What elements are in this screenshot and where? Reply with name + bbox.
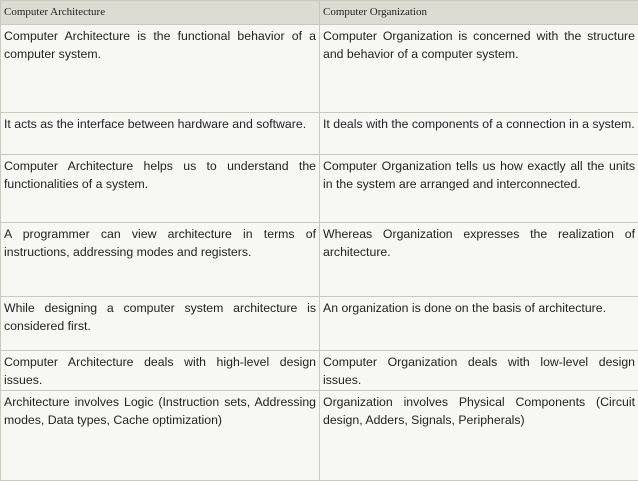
header-computer-architecture: Computer Architecture — [1, 1, 320, 25]
header-computer-organization: Computer Organization — [320, 1, 638, 25]
organization-cell: An organization is done on the basis of architecture. — [320, 297, 638, 351]
organization-cell: Whereas Organization expresses the realization of architecture. — [320, 223, 638, 297]
architecture-cell: A programmer can view architecture in terms of instructions, addressing modes and registers. — [1, 223, 320, 297]
table-row — [1, 351, 638, 391]
architecture-cell: Computer Architecture deals with high-level design issues. — [1, 351, 320, 391]
architecture-cell: Computer Architecture helps us to understand the functionalities of a system. — [1, 155, 320, 223]
table-body — [1, 25, 638, 481]
organization-cell: Organization involves Physical Components (Circuit design, Adders, Signals, Peripherals) — [320, 391, 638, 481]
architecture-cell: While designing a computer system architecture is considered first. — [1, 297, 320, 351]
organization-cell: It deals with the components of a connection in a system. — [320, 113, 638, 155]
organization-cell: Computer Organization tells us how exactly all the units in the system are arranged and interconnected. — [320, 155, 638, 223]
architecture-cell: Computer Architecture is the functional behavior of a computer system. — [1, 25, 320, 113]
table-row — [1, 297, 638, 351]
organization-cell: Computer Organization deals with low-level design issues. — [320, 351, 638, 391]
organization-cell: Computer Organization is concerned with the structure and behavior of a computer system. — [320, 25, 638, 113]
table-row — [1, 391, 638, 481]
table-row — [1, 223, 638, 297]
header-row — [1, 1, 638, 25]
table-row — [1, 155, 638, 223]
table-row — [1, 113, 638, 155]
table-header — [1, 1, 638, 25]
architecture-cell: Architecture involves Logic (Instruction sets, Addressing modes, Data types, Cache optimization) — [1, 391, 320, 481]
table-row — [1, 25, 638, 113]
architecture-cell: It acts as the interface between hardware and software. — [1, 113, 320, 155]
